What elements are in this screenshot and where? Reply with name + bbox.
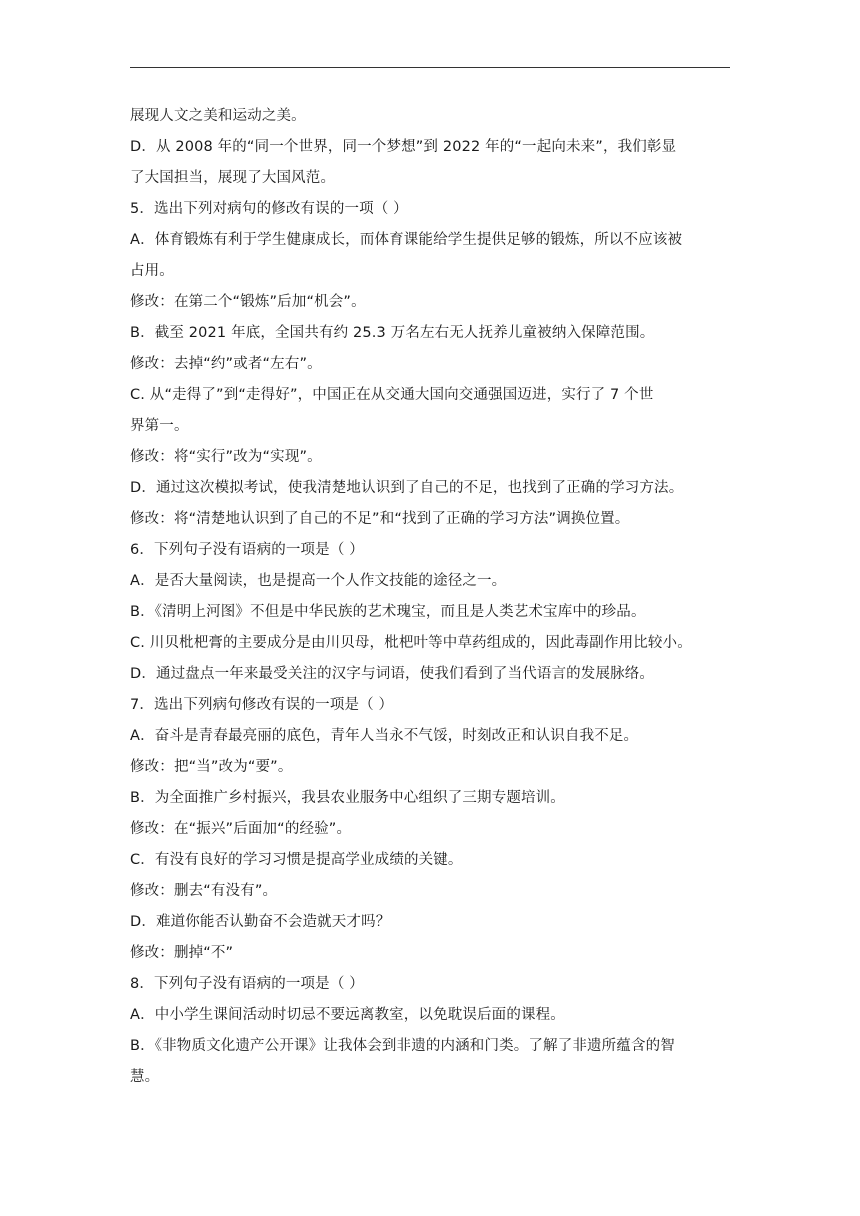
question-6-stem: 6．下列句子没有语病的一项是（ ） — [130, 542, 364, 558]
text-line: 占用。 — [130, 263, 174, 279]
question-8-stem: 8．下列句子没有语病的一项是（ ） — [130, 976, 364, 992]
text-line: C．有没有良好的学习习惯是提高学业成绩的关键。 — [130, 852, 463, 868]
text-line: B．《非物质文化遗产公开课》让我体会到非遗的内涵和门类。了解了非遗所蕴含的智 — [130, 1038, 675, 1054]
text-line: 修改：把“当”改为“要”。 — [130, 759, 293, 775]
text-line: 修改：将“实行”改为“实现”。 — [130, 449, 322, 465]
question-7-stem: 7．选出下列病句修改有误的一项是（ ） — [130, 697, 394, 713]
text-line: 界第一。 — [130, 418, 189, 434]
text-line: C. 川贝枇杷膏的主要成分是由川贝母，枇杷叶等中草药组成的，因此毒副作用比较小。 — [130, 635, 692, 651]
question-5-stem: 5．选出下列对病句的修改有误的一项（ ） — [130, 201, 408, 217]
text-line: B．截至 2021 年底，全国共有约 25.3 万名左右无人抚养儿童被纳入保障范围。 — [130, 325, 655, 341]
text-line: 展现人文之美和运动之美。 — [130, 108, 306, 124]
text-line: 修改：将“清楚地认识到了自己的不足”和“找到了正确的学习方法”调换位置。 — [130, 511, 630, 527]
text-line: D．通过盘点一年来最受关注的汉字与词语，使我们看到了当代语言的发展脉络。 — [130, 666, 655, 682]
text-line: 修改：在“振兴”后面加“的经验”。 — [130, 821, 352, 837]
text-line: A．奋斗是青春最亮丽的底色，青年人当永不气馁，时刻改正和认识自我不足。 — [130, 728, 639, 744]
text-line: A．体育锻炼有利于学生健康成长，而体育课能给学生提供足够的锻炼，所以不应该被 — [130, 232, 683, 248]
text-line: D．难道你能否认勤奋不会造就天才吗？ — [130, 914, 391, 930]
text-line: A．中小学生课间活动时切忌不要远离教室，以免耽误后面的课程。 — [130, 1007, 565, 1023]
text-line: C. 从“走得了”到“走得好”，中国正在从交通大国向交通强国迈进，实行了 7 个世 — [130, 387, 654, 403]
text-line: B．《清明上河图》不但是中华民族的艺术瑰宝，而且是人类艺术宝库中的珍品。 — [130, 604, 646, 620]
text-line: 修改：在第二个“锻炼”后加“机会”。 — [130, 294, 366, 310]
text-line: A．是否大量阅读，也是提高一个人作文技能的途径之一。 — [130, 573, 507, 589]
text-line: 修改：去掉“约”或者“左右”。 — [130, 356, 322, 372]
text-line: D．通过这次模拟考试，使我清楚地认识到了自己的不足，也找到了正确的学习方法。 — [130, 480, 684, 496]
text-line: 修改：删掉“不” — [130, 945, 234, 961]
text-line: 修改：删去“有没有”。 — [130, 883, 278, 899]
document-body — [130, 101, 730, 1093]
text-line: 了大国担当，展现了大国风范。 — [130, 170, 336, 186]
text-line: 慧。 — [130, 1069, 160, 1085]
text-line: B．为全面推广乡村振兴，我县农业服务中心组织了三期专题培训。 — [130, 790, 565, 806]
text-line: D．从 2008 年的“同一个世界，同一个梦想”到 2022 年的“一起向未来”，我们彰显 — [130, 139, 677, 155]
header-rule — [130, 67, 730, 68]
